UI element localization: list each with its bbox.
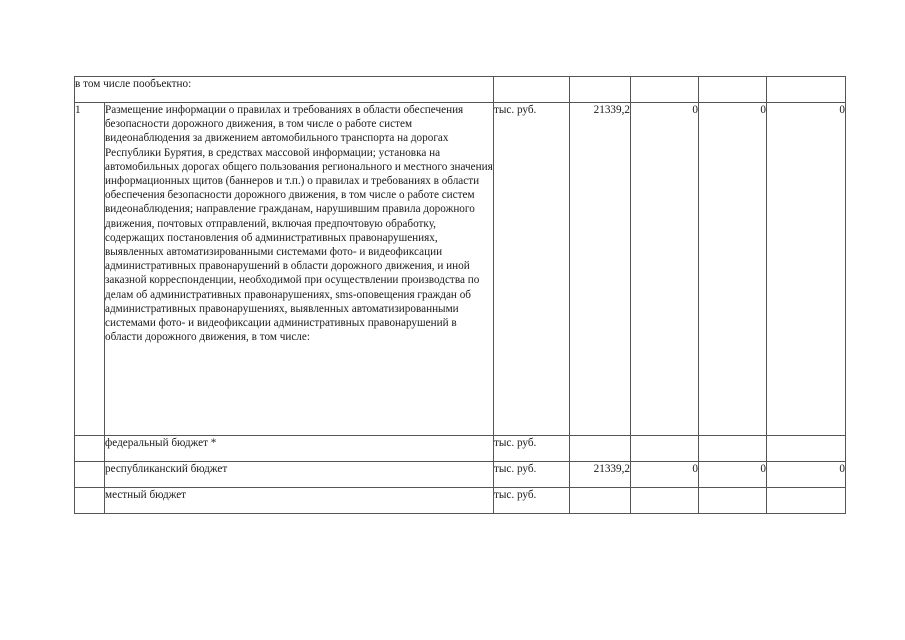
empty-cell [75,488,105,514]
unit-label: тыс. руб. [494,104,537,116]
value: 0 [692,104,698,116]
value: 0 [760,463,766,475]
value-cell [767,436,846,462]
empty-cell [570,77,631,103]
item-description: Размещение информации о правилах и требованиях в области обеспечения безопасности дорожного движения, в том числе о работе систем видеонаблюдения за движением автомобильного транспорта на дорогах Республики Бурятия, в средствах массовой информации; установка на автомобильных дорогах общего пользования регионального и местного значения информационных щитов (баннеров и т.п.) о правилах и требованиях в области обеспечения безопасности дорожного движения, в том числе о работе систем видеонаблюдения; направление гражданам, нарушившим правила дорожного движения, почтовых отправлений, включая предпочтовую обработку, содержащих постановления об административных правонарушениях, выявленных автоматизированными системами фото- и видеофиксации административных правонарушений в области дорожного движения, и иной заказной корреспонденции, необходимой при осуществлении производства по делам об административных правонарушениях, sms-оповещения граждан об административных правонарушениях, выявленных автоматизированными системами фото- и видеофиксации административных правонарушений в области дорожного движения, в том числе: [105,104,493,344]
value: 0 [760,104,766,116]
table-row-federal-budget [75,436,846,462]
value-cell [631,436,699,462]
value-cell [631,488,699,514]
unit-cell [494,488,570,514]
empty-cell [75,462,105,488]
value-cell [570,103,631,436]
unit-label: тыс. руб. [494,489,537,501]
item-number: 1 [75,104,81,116]
value-cell [631,103,699,436]
value: 0 [839,104,845,116]
value: 0 [839,463,845,475]
budget-label-cell [105,462,494,488]
empty-cell [767,77,846,103]
value-cell [570,462,631,488]
table-row-local-budget [75,488,846,514]
table-row-item [75,103,846,436]
empty-cell [494,77,570,103]
table-row-header [75,77,846,103]
budget-label-cell [105,488,494,514]
value-cell [699,436,767,462]
value-cell [767,103,846,436]
unit-cell [494,436,570,462]
item-description-cell [105,103,494,436]
empty-cell [631,77,699,103]
value-cell [699,103,767,436]
budget-label: республиканский бюджет [105,463,228,475]
value: 0 [692,463,698,475]
value-cell [631,462,699,488]
unit-label: тыс. руб. [494,463,537,475]
value-cell [570,488,631,514]
value-cell [767,488,846,514]
unit-cell [494,462,570,488]
budget-label-cell [105,436,494,462]
value: 21339,2 [593,463,630,475]
value-cell [699,488,767,514]
budget-label: местный бюджет [105,489,187,501]
value-cell [699,462,767,488]
budget-table [74,76,846,514]
budget-label: федеральный бюджет * [105,437,217,449]
table-row-republican-budget [75,462,846,488]
unit-cell [494,103,570,436]
value-cell [767,462,846,488]
header-label-cell [75,77,494,103]
empty-cell [699,77,767,103]
value: 21339,2 [593,104,630,116]
unit-label: тыс. руб. [494,437,537,449]
item-number-cell [75,103,105,436]
value-cell [570,436,631,462]
empty-cell [75,436,105,462]
header-label: в том числе пообъектно: [75,78,192,90]
